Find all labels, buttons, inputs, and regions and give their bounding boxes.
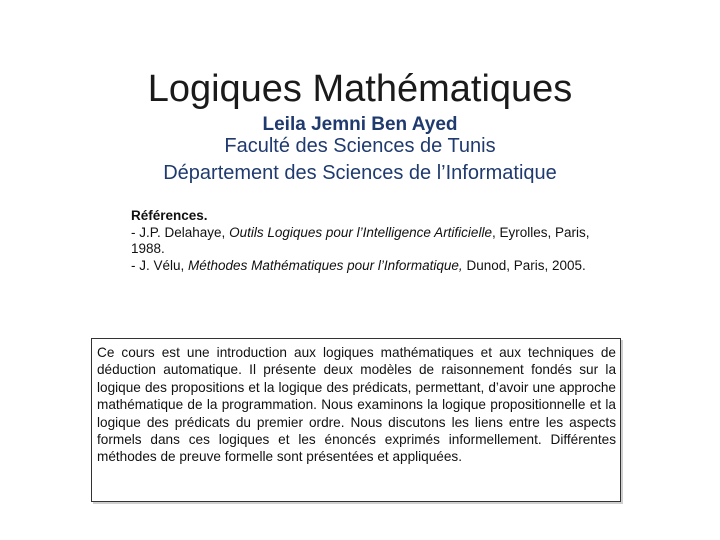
reference-item	[131, 258, 601, 275]
course-abstract-box: Ce cours est une introduction aux logiques mathématiques et aux techniques de déduction automatique. Il présente deux modèles de raisonnement fondés sur la logique des propositions et la logique des prédicats, permettant, d’avoir une approche mathématique de la programmation. Nous examinons la logique propositionnelle et la logique des prédicats du premier ordre. Nous discutons les liens entre les aspects formels dans ces logiques et les énoncés exprimés informellement. Différentes méthodes de preuve formelle sont présentées et appliquées.	[91, 338, 621, 502]
reference-publisher: Dunod, Paris, 2005.	[462, 257, 586, 273]
faculty-name: Faculté des Sciences de Tunis	[224, 135, 496, 157]
reference-title: Méthodes Mathématiques pour l’Informatique,	[188, 257, 463, 273]
reference-item	[131, 225, 601, 258]
reference-author: - J.P. Delahaye,	[131, 224, 230, 240]
reference-publisher: , Eyrolles, Paris, 1988.	[131, 224, 590, 256]
author-name: Leila Jemni Ben Ayed	[262, 114, 458, 135]
references-block	[131, 208, 601, 274]
reference-author: - J. Vélu,	[131, 257, 189, 273]
references-heading: Références.	[131, 208, 208, 223]
slide-title: Logiques Mathématiques	[147, 68, 573, 110]
department-name: Département des Sciences de l’Informatique	[163, 162, 557, 184]
reference-title: Outils Logiques pour l’Intelligence Artificielle	[229, 224, 492, 240]
